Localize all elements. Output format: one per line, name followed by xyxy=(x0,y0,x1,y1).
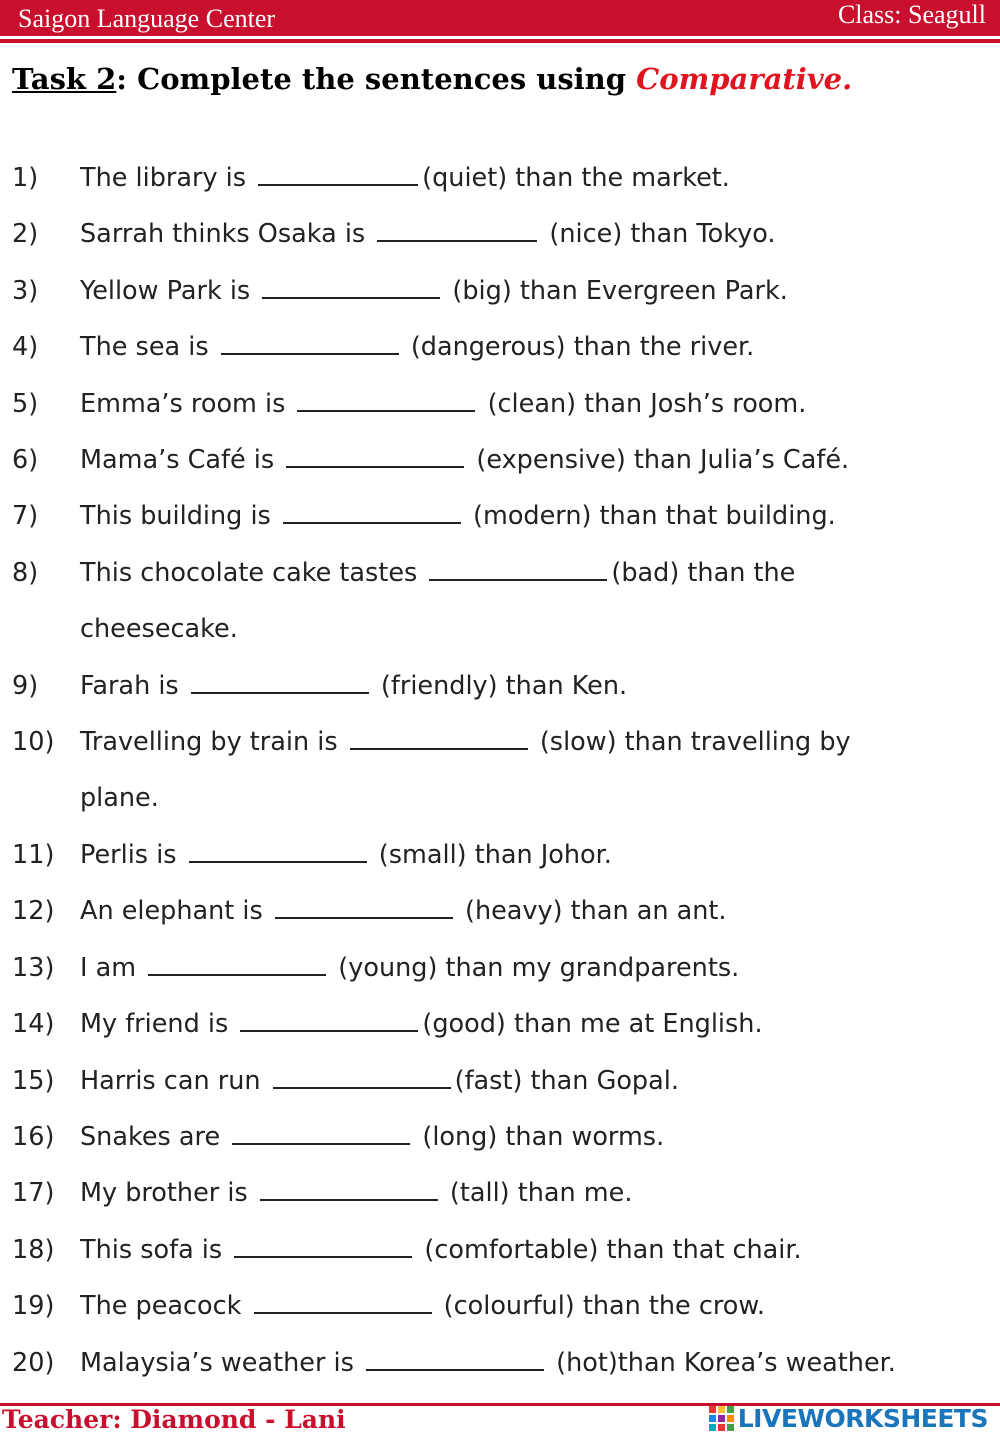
sentence-end: (big) than Evergreen Park. xyxy=(444,275,788,306)
sentence-continuation: cheesecake. xyxy=(80,614,238,645)
header-divider xyxy=(0,39,1000,43)
sentence-start: Mama’s Café is xyxy=(80,445,283,476)
item-number: 19) xyxy=(12,1291,55,1322)
task-title xyxy=(12,62,852,96)
answer-blank[interactable] xyxy=(260,1177,438,1201)
answer-blank[interactable] xyxy=(262,275,440,299)
exercise-item xyxy=(12,319,997,375)
item-number: 10) xyxy=(12,727,55,758)
answer-blank[interactable] xyxy=(191,670,369,694)
item-number: 1) xyxy=(12,163,39,193)
sentence-start: Farah is xyxy=(80,670,187,701)
exercise-item xyxy=(12,996,997,1052)
answer-blank[interactable] xyxy=(148,952,326,976)
sentence-start: My brother is xyxy=(80,1178,256,1209)
item-number: 13) xyxy=(12,952,55,983)
answer-blank[interactable] xyxy=(377,218,537,242)
item-number: 3) xyxy=(12,275,39,306)
exercise-item xyxy=(12,206,997,262)
exercise-item xyxy=(12,1278,997,1334)
sentence-start: Harris can run xyxy=(80,1065,269,1096)
answer-blank[interactable] xyxy=(189,839,367,863)
sentence-start: Travelling by train is xyxy=(80,727,346,758)
sentence-start: Yellow Park is xyxy=(80,275,259,306)
item-number: 7) xyxy=(12,501,39,532)
item-number: 15) xyxy=(12,1065,55,1096)
exercise-item xyxy=(12,883,997,939)
class-name: Class: Seagull xyxy=(837,0,986,29)
exercise-item xyxy=(12,376,997,432)
sentence-start: Sarrah thinks Osaka is xyxy=(80,219,374,250)
exercise-item xyxy=(12,432,997,488)
item-number: 5) xyxy=(12,388,39,419)
sentence-start: This chocolate cake tastes xyxy=(80,557,426,588)
sentence-end: (young) than my grandparents. xyxy=(330,952,740,983)
brand xyxy=(709,1404,988,1433)
answer-blank[interactable] xyxy=(350,726,528,750)
answer-blank[interactable] xyxy=(273,1065,451,1089)
sentence-end: (nice) than Tokyo. xyxy=(541,219,776,250)
sentence-end: (good) than me at English. xyxy=(422,1009,763,1040)
answer-blank[interactable] xyxy=(275,895,453,919)
task-label: Task 2 xyxy=(12,62,117,96)
sentence-start: Snakes are xyxy=(80,1121,229,1152)
answer-blank[interactable] xyxy=(258,162,418,186)
exercise-item xyxy=(12,150,997,206)
sentence-end: (colourful) than the crow. xyxy=(435,1291,766,1322)
liveworksheets-logo-icon xyxy=(709,1406,734,1431)
item-number: 12) xyxy=(12,896,55,927)
sentence-end: (bad) than the xyxy=(611,557,796,588)
page-header xyxy=(0,0,1000,36)
item-number: 14) xyxy=(12,1009,55,1040)
answer-blank[interactable] xyxy=(429,557,607,581)
exercise-item xyxy=(12,1165,997,1221)
exercise-item xyxy=(12,714,997,827)
sentence-end: (hot)than Korea’s weather. xyxy=(548,1347,896,1378)
exercise-list xyxy=(12,150,997,1391)
brand-name: LIVEWORKSHEETS xyxy=(737,1404,988,1433)
exercise-item xyxy=(12,1222,997,1278)
item-number: 4) xyxy=(12,332,39,363)
exercise-item xyxy=(12,1335,997,1391)
exercise-item xyxy=(12,1053,997,1109)
answer-blank[interactable] xyxy=(297,388,475,412)
item-number: 8) xyxy=(12,557,39,588)
item-number: 2) xyxy=(12,219,39,250)
sentence-start: This building is xyxy=(80,501,279,532)
sentence-end: (expensive) than Julia’s Café. xyxy=(468,445,850,476)
sentence-end: (fast) than Gopal. xyxy=(454,1065,679,1096)
sentence-start: Perlis is xyxy=(80,839,185,870)
item-number: 17) xyxy=(12,1178,55,1209)
exercise-item xyxy=(12,1109,997,1165)
answer-blank[interactable] xyxy=(366,1347,544,1371)
sentence-end: (tall) than me. xyxy=(441,1178,633,1209)
item-number: 9) xyxy=(12,670,39,701)
answer-blank[interactable] xyxy=(286,444,464,468)
task-colon: : xyxy=(116,62,128,96)
sentence-end: (friendly) than Ken. xyxy=(372,670,628,701)
sentence-start: My friend is xyxy=(80,1009,237,1040)
exercise-item xyxy=(12,827,997,883)
exercise-item xyxy=(12,940,997,996)
sentence-end: (quiet) than the market. xyxy=(422,163,730,193)
item-number: 18) xyxy=(12,1234,55,1265)
answer-blank[interactable] xyxy=(232,1121,410,1145)
answer-blank[interactable] xyxy=(283,500,461,524)
task-instruction: Complete the sentences using xyxy=(127,62,637,96)
exercise-item xyxy=(12,263,997,319)
sentence-start: I am xyxy=(80,952,145,983)
exercise-item xyxy=(12,658,997,714)
answer-blank[interactable] xyxy=(234,1234,412,1258)
sentence-end: (comfortable) than that chair. xyxy=(416,1234,802,1265)
sentence-end: (modern) than that building. xyxy=(464,501,836,532)
school-name: Saigon Language Center xyxy=(18,4,276,33)
item-number: 16) xyxy=(12,1121,55,1152)
item-number: 11) xyxy=(12,839,55,870)
sentence-end: (clean) than Josh’s room. xyxy=(479,388,807,419)
sentence-start: An elephant is xyxy=(80,896,271,927)
sentence-end: (slow) than travelling by xyxy=(531,727,851,758)
exercise-item xyxy=(12,488,997,544)
exercise-item xyxy=(12,545,997,658)
sentence-start: Malaysia’s weather is xyxy=(80,1347,363,1378)
teacher-name: Teacher: Diamond - Lani xyxy=(2,1405,346,1434)
sentence-continuation: plane. xyxy=(80,783,159,814)
sentence-start: The peacock xyxy=(80,1291,250,1322)
sentence-end: (small) than Johor. xyxy=(370,839,612,870)
sentence-start: This sofa is xyxy=(80,1234,231,1265)
sentence-start: Emma’s room is xyxy=(80,388,294,419)
answer-blank[interactable] xyxy=(254,1290,432,1314)
sentence-end: (long) than worms. xyxy=(414,1121,665,1152)
sentence-start: The library is xyxy=(80,163,255,193)
answer-blank[interactable] xyxy=(221,331,399,355)
item-number: 6) xyxy=(12,445,39,476)
sentence-end: (heavy) than an ant. xyxy=(456,896,727,927)
answer-blank[interactable] xyxy=(240,1008,418,1032)
sentence-end: (dangerous) than the river. xyxy=(402,332,755,363)
sentence-start: The sea is xyxy=(80,332,217,363)
item-number: 20) xyxy=(12,1347,55,1378)
task-emphasis: Comparative. xyxy=(636,62,853,96)
